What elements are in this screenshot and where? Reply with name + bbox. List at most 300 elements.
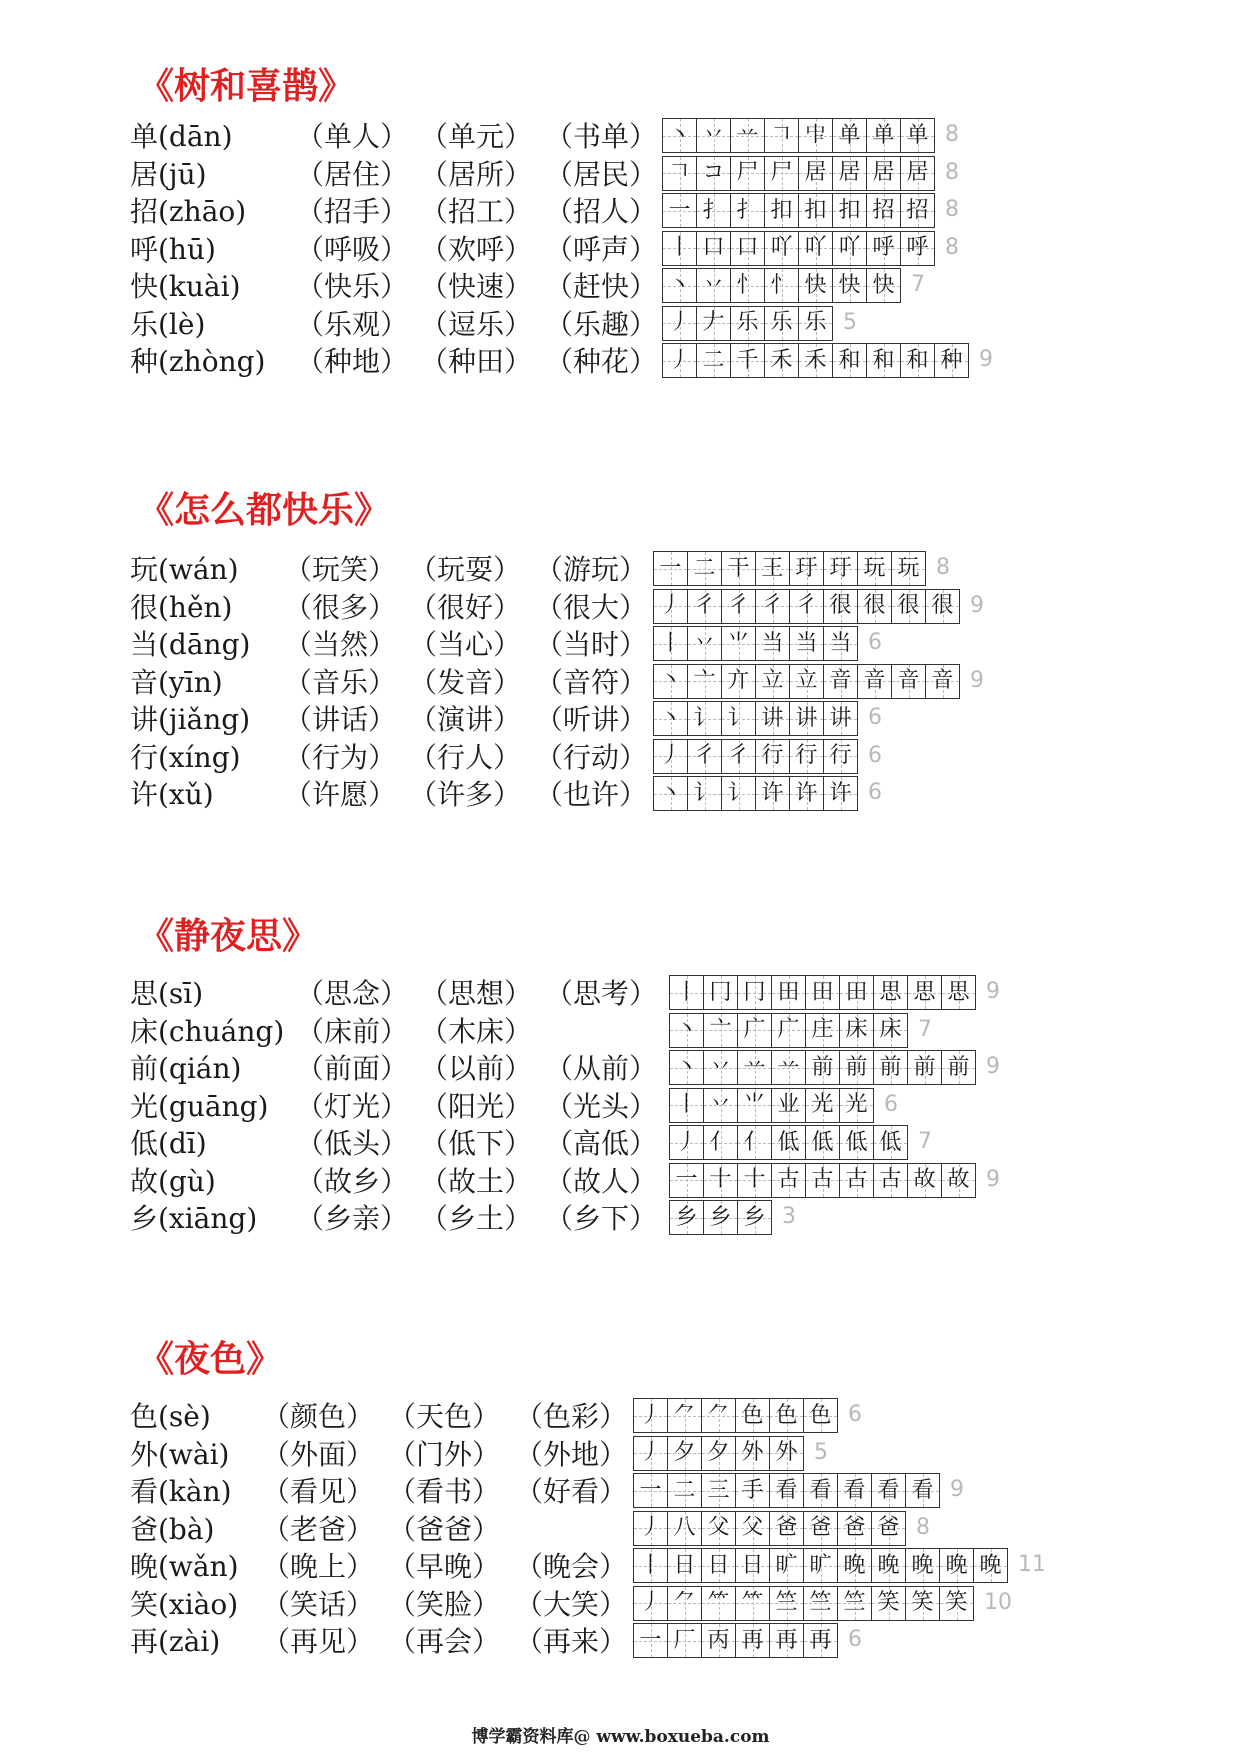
stroke-glyph: 讠 xyxy=(727,780,750,806)
stroke-glyph: 十 xyxy=(709,1167,732,1192)
stroke-glyph: 思 xyxy=(913,979,936,1005)
stroke-glyph: 扌 xyxy=(702,197,725,223)
character-row xyxy=(0,1471,1241,1513)
example-word: （讲话） xyxy=(284,703,397,736)
stroke-glyph: 二 xyxy=(673,1477,696,1503)
stroke-glyph: 田 xyxy=(811,979,834,1005)
stroke-glyph: 讲 xyxy=(761,705,784,731)
stroke-count: 10 xyxy=(984,1589,1012,1615)
stroke-cell xyxy=(769,1398,804,1433)
stroke-cell xyxy=(805,1050,840,1085)
stroke-cell xyxy=(832,268,867,303)
stroke-count: 8 xyxy=(916,1514,930,1540)
stroke-cell xyxy=(703,1125,738,1160)
stroke-order-grid xyxy=(654,626,858,661)
stroke-glyph: 讠 xyxy=(693,780,716,806)
stroke-cell xyxy=(973,1548,1008,1583)
stroke-cell xyxy=(703,1200,738,1235)
stroke-glyph: 看 xyxy=(911,1477,934,1503)
stroke-glyph: 庄 xyxy=(811,1017,834,1042)
character-row xyxy=(0,1396,1241,1438)
stroke-glyph: 八 xyxy=(673,1515,696,1540)
stroke-glyph: 丷 xyxy=(702,122,725,148)
stroke-glyph: 忄 xyxy=(736,272,759,298)
stroke-glyph: 乐 xyxy=(736,310,759,335)
stroke-cell xyxy=(633,1398,668,1433)
stroke-glyph: 低 xyxy=(811,1129,834,1155)
stroke-cell xyxy=(735,1623,770,1658)
stroke-glyph: 吖 xyxy=(770,235,793,260)
stroke-glyph: 扣 xyxy=(838,197,861,223)
character-row xyxy=(0,191,1241,233)
stroke-glyph: 前 xyxy=(947,1054,970,1080)
character-pinyin: 再(zài) xyxy=(130,1625,221,1658)
stroke-cell xyxy=(939,1548,974,1583)
stroke-glyph: 田 xyxy=(777,979,800,1005)
stroke-glyph: 三 xyxy=(707,1477,730,1503)
stroke-cell xyxy=(633,1436,668,1471)
stroke-glyph: 一 xyxy=(675,1167,698,1192)
stroke-cell xyxy=(803,1511,838,1546)
stroke-cell xyxy=(703,1163,738,1198)
stroke-glyph: 立 xyxy=(795,668,818,693)
stroke-cell xyxy=(696,343,731,378)
character-row xyxy=(0,1509,1241,1551)
stroke-cell xyxy=(771,1163,806,1198)
stroke-order-grid xyxy=(670,975,976,1010)
stroke-cell xyxy=(633,1623,668,1658)
stroke-glyph: 扣 xyxy=(804,197,827,223)
stroke-cell xyxy=(857,589,892,624)
stroke-cell xyxy=(771,1050,806,1085)
stroke-cell xyxy=(907,1050,942,1085)
stroke-cell xyxy=(735,1586,770,1621)
stroke-glyph: 古 xyxy=(811,1167,834,1192)
stroke-glyph: 亠 xyxy=(693,668,716,693)
example-word: （快速） xyxy=(420,270,533,303)
character-row xyxy=(0,1123,1241,1165)
stroke-order-grid xyxy=(670,1013,908,1048)
stroke-cell xyxy=(900,193,935,228)
stroke-glyph: 讠 xyxy=(693,705,716,731)
stroke-glyph: 父 xyxy=(707,1515,730,1540)
stroke-glyph: 二 xyxy=(693,555,716,581)
stroke-glyph: 口 xyxy=(702,235,725,260)
stroke-cell xyxy=(769,1473,804,1508)
character-row xyxy=(0,341,1241,383)
example-word: （很多） xyxy=(284,590,397,624)
stroke-glyph: 再 xyxy=(809,1627,832,1653)
stroke-glyph: ⺌ xyxy=(743,1092,766,1117)
stroke-glyph: ⺈ xyxy=(673,1590,696,1615)
stroke-order-grid xyxy=(634,1586,974,1621)
stroke-cell xyxy=(891,664,926,699)
example-word: （书单） xyxy=(545,120,658,153)
stroke-cell xyxy=(871,1511,906,1546)
character-row xyxy=(0,774,1241,816)
stroke-cell xyxy=(771,1125,806,1160)
stroke-cell xyxy=(721,776,756,811)
stroke-cell xyxy=(669,1163,704,1198)
stroke-cell xyxy=(907,975,942,1010)
character-row xyxy=(0,1584,1241,1626)
stroke-cell xyxy=(633,1511,668,1546)
stroke-glyph: 竺 xyxy=(775,1590,798,1615)
stroke-glyph: 低 xyxy=(845,1129,868,1155)
stroke-cell xyxy=(735,1473,770,1508)
stroke-cell xyxy=(803,1398,838,1433)
stroke-cell xyxy=(839,1088,874,1123)
stroke-glyph: 居 xyxy=(804,160,827,185)
stroke-glyph: 乡 xyxy=(675,1204,698,1230)
stroke-glyph: 色 xyxy=(741,1402,764,1428)
stroke-cell xyxy=(730,156,765,191)
stroke-glyph: 许 xyxy=(761,780,784,806)
stroke-cell xyxy=(735,1436,770,1471)
character-pinyin: 快(kuài) xyxy=(130,270,241,303)
example-word: （天色） xyxy=(388,1400,501,1433)
stroke-glyph: 玗 xyxy=(829,555,852,581)
stroke-cell xyxy=(703,1013,738,1048)
stroke-glyph: 讠 xyxy=(727,705,750,731)
stroke-cell xyxy=(669,975,704,1010)
stroke-cell xyxy=(669,1125,704,1160)
stroke-cell xyxy=(798,268,833,303)
character-pinyin: 乐(lè) xyxy=(130,307,206,341)
stroke-glyph: 晚 xyxy=(979,1552,1002,1578)
character-pinyin: 招(zhāo) xyxy=(130,195,247,228)
stroke-cell xyxy=(703,1088,738,1123)
example-word: （再会） xyxy=(388,1625,501,1658)
stroke-cell xyxy=(839,1013,874,1048)
stroke-order-grid xyxy=(670,1163,976,1198)
example-word: （好看） xyxy=(515,1475,628,1508)
character-pinyin: 晚(wǎn) xyxy=(130,1550,239,1583)
stroke-cell xyxy=(805,1013,840,1048)
stroke-glyph: 丿 xyxy=(639,1515,662,1540)
stroke-glyph: 丿 xyxy=(639,1402,662,1428)
example-word: （思想） xyxy=(420,977,533,1010)
stroke-glyph: 冂 xyxy=(709,979,732,1005)
stroke-cell xyxy=(653,701,688,736)
stroke-order-grid xyxy=(634,1436,804,1471)
stroke-glyph: 丶 xyxy=(668,122,691,148)
stroke-glyph: 丿 xyxy=(668,347,691,373)
character-row xyxy=(0,266,1241,308)
example-word: （快乐） xyxy=(296,270,409,303)
stroke-glyph: 思 xyxy=(947,979,970,1005)
stroke-cell xyxy=(667,1436,702,1471)
stroke-glyph: 业 xyxy=(777,1092,800,1117)
stroke-glyph: 丶 xyxy=(668,272,691,298)
example-word: （爸爸） xyxy=(388,1512,501,1546)
stroke-cell xyxy=(669,1088,704,1123)
stroke-cell xyxy=(633,1473,668,1508)
stroke-cell xyxy=(755,589,790,624)
example-word: （单人） xyxy=(296,120,409,153)
stroke-cell xyxy=(905,1586,940,1621)
stroke-cell xyxy=(669,1013,704,1048)
stroke-cell xyxy=(866,343,901,378)
stroke-cell xyxy=(832,231,867,266)
example-word: （演讲） xyxy=(409,703,522,736)
stroke-glyph: 低 xyxy=(777,1129,800,1155)
stroke-order-grid xyxy=(663,193,935,228)
stroke-cell xyxy=(687,776,722,811)
character-pinyin: 笑(xiào) xyxy=(130,1587,239,1621)
stroke-count: 6 xyxy=(848,1627,862,1652)
stroke-cell xyxy=(769,1548,804,1583)
stroke-cell xyxy=(701,1436,736,1471)
example-word: （色彩） xyxy=(515,1400,628,1433)
stroke-count: 7 xyxy=(918,1129,932,1154)
stroke-count: 7 xyxy=(918,1016,932,1042)
stroke-order-grid xyxy=(654,551,926,586)
character-pinyin: 音(yīn) xyxy=(130,665,223,699)
stroke-cell xyxy=(703,975,738,1010)
stroke-cell xyxy=(939,1586,974,1621)
stroke-glyph: ⺮ xyxy=(707,1590,730,1615)
example-word: （前面） xyxy=(296,1052,409,1085)
stroke-cell xyxy=(891,551,926,586)
stroke-cell xyxy=(667,1548,702,1583)
stroke-glyph: 招 xyxy=(872,197,895,223)
stroke-cell xyxy=(737,1013,772,1048)
stroke-cell xyxy=(667,1586,702,1621)
stroke-glyph: 当 xyxy=(761,630,784,656)
stroke-count: 9 xyxy=(970,592,984,618)
stroke-cell xyxy=(667,1511,702,1546)
stroke-glyph: 丿 xyxy=(639,1440,662,1465)
stroke-cell xyxy=(789,626,824,661)
stroke-glyph: 忄 xyxy=(770,272,793,298)
stroke-order-grid xyxy=(663,118,935,153)
stroke-glyph: 呼 xyxy=(872,235,895,260)
stroke-cell xyxy=(633,1548,668,1583)
lesson-title: 《树和喜鹊》 xyxy=(138,65,355,107)
stroke-glyph: 爸 xyxy=(877,1515,900,1540)
stroke-cell xyxy=(721,589,756,624)
stroke-glyph: 低 xyxy=(879,1129,902,1155)
character-pinyin: 低(dī) xyxy=(130,1127,207,1160)
stroke-glyph: 许 xyxy=(795,780,818,806)
stroke-count: 8 xyxy=(945,159,959,185)
stroke-cell xyxy=(696,156,731,191)
stroke-glyph: 二 xyxy=(702,347,725,373)
stroke-cell xyxy=(662,156,697,191)
example-word: （光头） xyxy=(545,1089,658,1123)
stroke-cell xyxy=(633,1586,668,1621)
stroke-glyph: 很 xyxy=(829,593,852,618)
stroke-cell xyxy=(871,1548,906,1583)
stroke-cell xyxy=(832,343,867,378)
stroke-glyph: 旷 xyxy=(775,1552,798,1578)
stroke-cell xyxy=(764,306,799,341)
stroke-glyph: 床 xyxy=(879,1017,902,1042)
stroke-cell xyxy=(735,1511,770,1546)
stroke-glyph: 音 xyxy=(897,668,920,693)
stroke-count: 9 xyxy=(979,347,993,372)
stroke-count: 8 xyxy=(945,234,959,260)
stroke-cell xyxy=(823,701,858,736)
example-word: （故土） xyxy=(420,1164,533,1198)
stroke-glyph: ⺮ xyxy=(741,1590,764,1615)
stroke-cell xyxy=(735,1548,770,1583)
stroke-glyph: 王 xyxy=(761,555,784,581)
example-word: （看见） xyxy=(262,1475,375,1508)
stroke-glyph: 丶 xyxy=(659,780,682,806)
stroke-glyph: 𠃍 xyxy=(770,122,793,148)
example-word: （低头） xyxy=(296,1127,409,1160)
stroke-cell xyxy=(730,268,765,303)
example-word: （行为） xyxy=(284,740,397,774)
stroke-glyph: 看 xyxy=(877,1477,900,1503)
example-word: （看书） xyxy=(388,1475,501,1508)
stroke-cell xyxy=(803,1623,838,1658)
example-word: （乡亲） xyxy=(296,1202,409,1235)
stroke-glyph: 𠂇 xyxy=(702,310,725,335)
stroke-glyph: 吖 xyxy=(838,235,861,260)
stroke-glyph: 丿 xyxy=(668,310,691,335)
stroke-glyph: 十 xyxy=(743,1167,766,1192)
stroke-count: 5 xyxy=(814,1439,828,1465)
stroke-glyph: 爸 xyxy=(843,1515,866,1540)
stroke-glyph: 和 xyxy=(838,347,861,373)
example-word: （灯光） xyxy=(296,1089,409,1123)
example-word: （行人） xyxy=(409,740,522,774)
example-word: （居所） xyxy=(420,157,533,191)
stroke-glyph: 外 xyxy=(741,1440,764,1465)
stroke-order-grid xyxy=(670,1200,772,1235)
stroke-count: 9 xyxy=(986,1166,1000,1192)
stroke-cell xyxy=(803,1548,838,1583)
stroke-glyph: 快 xyxy=(872,272,895,298)
stroke-cell xyxy=(832,156,867,191)
stroke-order-grid xyxy=(634,1511,906,1546)
stroke-glyph: 广 xyxy=(743,1017,766,1042)
stroke-cell xyxy=(737,1088,772,1123)
example-word: （招手） xyxy=(296,195,409,228)
stroke-glyph: 乐 xyxy=(804,310,827,335)
example-word: （低下） xyxy=(420,1127,533,1160)
stroke-glyph: 手 xyxy=(741,1477,764,1503)
example-word: （种地） xyxy=(296,345,409,378)
stroke-cell xyxy=(873,1013,908,1048)
character-row xyxy=(0,1546,1241,1588)
example-word: （当心） xyxy=(409,628,522,661)
stroke-cell xyxy=(789,776,824,811)
stroke-cell xyxy=(667,1623,702,1658)
example-word: （很大） xyxy=(535,590,648,624)
stroke-cell xyxy=(667,1398,702,1433)
character-row xyxy=(0,304,1241,346)
stroke-cell xyxy=(735,1398,770,1433)
stroke-cell xyxy=(873,975,908,1010)
character-pinyin: 乡(xiāng) xyxy=(130,1202,258,1235)
stroke-cell xyxy=(721,551,756,586)
stroke-cell xyxy=(701,1586,736,1621)
stroke-cell xyxy=(805,1088,840,1123)
stroke-glyph: 晚 xyxy=(843,1552,866,1578)
stroke-cell xyxy=(669,1200,704,1235)
stroke-cell xyxy=(703,1050,738,1085)
stroke-cell xyxy=(696,118,731,153)
stroke-glyph: 很 xyxy=(863,593,886,618)
stroke-cell xyxy=(696,193,731,228)
stroke-cell xyxy=(857,664,892,699)
example-word: （呼吸） xyxy=(296,232,409,266)
stroke-cell xyxy=(925,589,960,624)
character-row xyxy=(0,549,1241,591)
character-pinyin: 看(kàn) xyxy=(130,1475,232,1508)
example-word: （颜色） xyxy=(262,1400,375,1433)
stroke-glyph: 床 xyxy=(845,1017,868,1042)
stroke-glyph: 夕 xyxy=(707,1440,730,1465)
stroke-glyph: 居 xyxy=(906,160,929,185)
stroke-cell xyxy=(866,231,901,266)
stroke-cell xyxy=(653,626,688,661)
stroke-glyph: 故 xyxy=(913,1167,936,1192)
stroke-order-grid xyxy=(654,739,858,774)
character-row xyxy=(0,662,1241,704)
stroke-glyph: 口 xyxy=(736,235,759,260)
stroke-cell xyxy=(839,1125,874,1160)
stroke-cell xyxy=(701,1548,736,1583)
stroke-glyph: 扣 xyxy=(770,197,793,223)
stroke-cell xyxy=(934,343,969,378)
stroke-count: 9 xyxy=(970,667,984,693)
character-pinyin: 光(guāng) xyxy=(130,1089,269,1123)
stroke-order-grid xyxy=(634,1548,1008,1583)
stroke-glyph: 行 xyxy=(795,743,818,768)
stroke-cell xyxy=(653,664,688,699)
stroke-glyph: 禾 xyxy=(804,347,827,373)
stroke-glyph: 古 xyxy=(777,1167,800,1192)
example-word: （招人） xyxy=(545,195,658,228)
stroke-cell xyxy=(789,701,824,736)
stroke-order-grid xyxy=(634,1398,838,1433)
stroke-cell xyxy=(798,156,833,191)
character-pinyin: 床(chuáng) xyxy=(130,1014,285,1048)
stroke-cell xyxy=(905,1473,940,1508)
stroke-glyph: 前 xyxy=(879,1054,902,1080)
stroke-cell xyxy=(737,975,772,1010)
stroke-glyph: 丶 xyxy=(675,1054,698,1080)
stroke-glyph: ⺈ xyxy=(707,1402,730,1428)
stroke-cell xyxy=(837,1473,872,1508)
stroke-cell xyxy=(771,1088,806,1123)
stroke-cell xyxy=(771,1013,806,1048)
lesson-title: 《静夜思》 xyxy=(138,915,319,957)
stroke-cell xyxy=(769,1511,804,1546)
stroke-cell xyxy=(764,156,799,191)
stroke-glyph: 旷 xyxy=(809,1552,832,1578)
stroke-glyph: 丨 xyxy=(675,979,698,1005)
stroke-cell xyxy=(764,193,799,228)
stroke-cell xyxy=(798,231,833,266)
example-word: （高低） xyxy=(545,1127,658,1160)
stroke-glyph: 音 xyxy=(829,668,852,693)
example-word: （故乡） xyxy=(296,1164,409,1198)
stroke-cell xyxy=(771,975,806,1010)
stroke-glyph: 日 xyxy=(707,1552,730,1578)
stroke-cell xyxy=(823,739,858,774)
stroke-cell xyxy=(789,664,824,699)
stroke-glyph: 晚 xyxy=(911,1552,934,1578)
stroke-cell xyxy=(823,589,858,624)
character-row xyxy=(0,973,1241,1015)
stroke-glyph: 一 xyxy=(639,1477,662,1503)
